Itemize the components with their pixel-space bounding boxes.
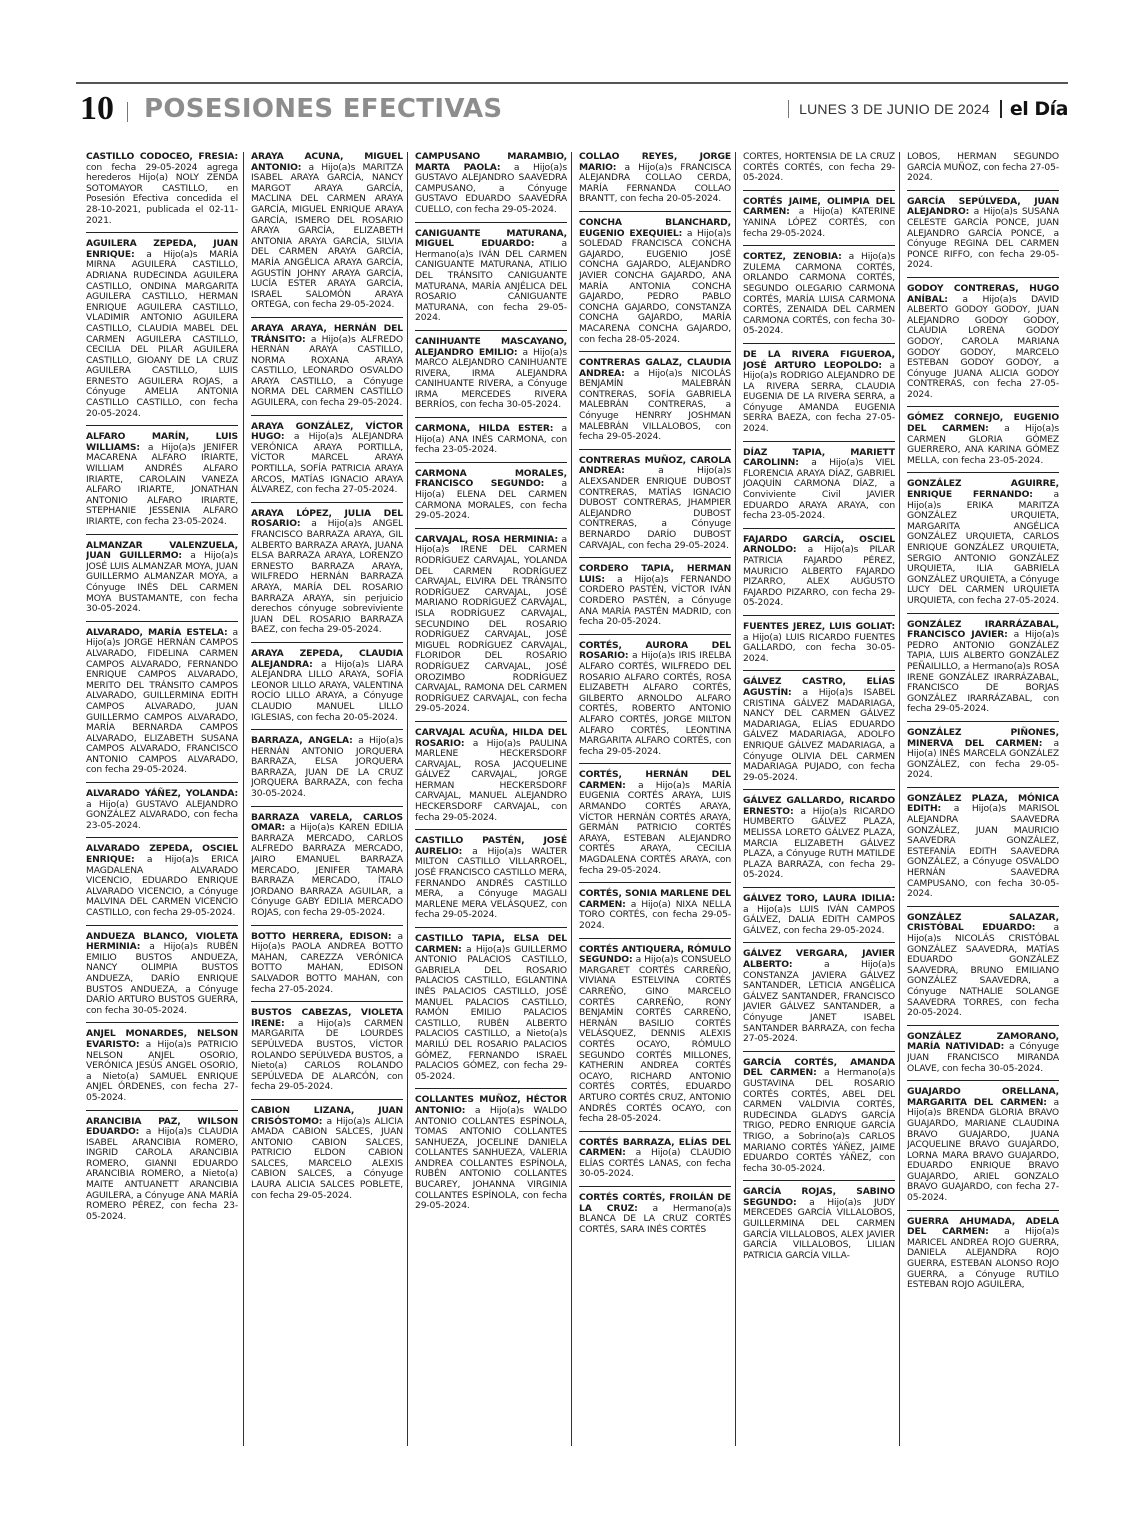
deceased-name: ARAYA GONZÁLEZ, VÍCTOR HUGO: bbox=[251, 420, 403, 443]
notice-body: a Hijo(a)s ZULEMA CARMONA CORTÉS, ORLANDO CARMONA CORTÉS, SEGUNDO OLEGARIO CARMONA CORTÉS, MARÍA LUISA CARMONA CORTÉS, ZENAIDA DEL CARMEN CARMONA CORTÉS, con fecha 30-05-2024. bbox=[743, 251, 895, 337]
header-right bbox=[788, 90, 1068, 128]
notice-entry bbox=[907, 413, 1059, 473]
deceased-name: FAJARDO GARCÍA, OSCIEL ARNOLDO: bbox=[743, 533, 895, 556]
deceased-name: ALVARADO YÁÑEZ, YOLANDA: bbox=[86, 788, 238, 800]
notice-entry bbox=[86, 432, 238, 534]
deceased-name: ALMANZAR VALENZUELA, JUAN GUILLERMO: bbox=[86, 539, 238, 562]
notice-entry bbox=[579, 889, 731, 938]
header-divider bbox=[1000, 100, 1002, 118]
notice-body: a Hijo(a)s JORGE HERNÁN CAMPOS ALVARADO, FIDELINA CARMEN CAMPOS ALVARADO, FERNANDO ENRIQUE CAMPOS ALVARADO, MERITO DEL TRÁNSITO CAMPOS ALVARADO, GUILLERMINA EDITH CAMPOS ALVARADO, JUAN GUILLERMO CAMPOS ALVARADO, MARÍA BERNARDA CAMPOS ALVARADO, ELIZABETH SUSANA CAMPOS ALVARADO, FRANCISCO ANTONIO CAMPOS ALVARADO, con fecha 29-05-2024. bbox=[86, 626, 238, 776]
notice-body: a Hijo(a)s PILAR PATRICIA FAJARDO PÉREZ, MAURICIO ALBERTO FAJARDO PIZARRO, ALEX AUGUSTO FAJARDO PIZARRO, con fecha 29-05-2024. bbox=[743, 544, 895, 609]
notice-body: a Hijo(a)s IRENE DEL CARMEN RODRÍGUEZ CARVAJAL, YOLANDA DEL CARMEN RODRÍGUEZ CARVAJAL, ELVIRA DEL TRÁNSITO RODRÍGUEZ CARVAJAL, JOSÉ MARIANO RODRÍGUEZ CARVAJAL, ISLA RODRÍGUEZ CARVAJAL, SECUNDINO DEL ROSARIO RODRÍGUEZ CARVAJAL, JOSÉ MIGUEL RODRÍGUEZ CARVAJAL, FLORIDOR DEL ROSARIO RODRÍGUEZ CARVAJAL, JOSÉ OROZIMBO RODRÍGUEZ CARVAJAL, RAMONA DEL CARMEN RODRÍGUEZ CARVAJAL, con fecha 29-05-2024. bbox=[415, 533, 567, 715]
deceased-name: CONTRERAS MUÑOZ, CAROLA ANDREA: bbox=[579, 454, 731, 477]
notice-entry bbox=[86, 239, 238, 426]
notice-body: a Hijo(a)s SUSANA CELESTE GARCÍA PONCE, JUAN ALEJANDRO GARCÍA PONCE, a Cónyuge REGINA DEL CARMEN PONCE RIFFO, con fecha 29-05-2024. bbox=[907, 206, 1059, 271]
notice-entry bbox=[251, 736, 403, 807]
deceased-name: ARAYA ACUÑA, MIGUEL ANTONIO: bbox=[251, 152, 403, 173]
notice-body: a Hijo(a)s DAVID ALBERTO GODOY GODOY, JUAN ALEJANDRO GODOY GODOY, CLAUDIA LORENA GODOY GODOY, CAROLA MARIANA GODOY GODOY, MARCELO ESTEBAN GODOY GODOY, a Cónyuge JUANA ALICIA GODOY CONTRERAS, con fecha 27-05-2024. bbox=[907, 293, 1059, 400]
notice-entry bbox=[743, 350, 895, 442]
notice-entry bbox=[743, 152, 895, 191]
notice-body: a Hijo(a)s ALICIA AMADA CABION SALCES, JUAN ANTONIO CABION SALCES, PATRICIO ELDON CABION SALCES, MARCELO ALEXIS CABION SALCES, a Cónyuge LAURA ALICIA SALCES POBLETE, con fecha 29-05-2024. bbox=[251, 1115, 403, 1201]
page-header bbox=[76, 82, 1068, 130]
header-divider bbox=[788, 100, 789, 118]
notice-body: a Hijo(a)s RICARDO HUMBERTO GÁLVEZ PLAZA, MELISSA LORETO GÁLVEZ PLAZA, MARCIA ELIZABETH GÁLVEZ PLAZA, a Cónyuge RUTH MATILDE PLAZA BARRAZA, con fecha 29-05-2024. bbox=[743, 805, 895, 881]
notice-entry bbox=[579, 641, 731, 765]
notice-entry bbox=[415, 229, 567, 331]
notice-entry bbox=[579, 564, 731, 635]
notice-entry bbox=[251, 813, 403, 926]
notice-entry bbox=[907, 794, 1059, 907]
notice-entry bbox=[579, 1193, 731, 1241]
notice-body: a Hijo(a) INÉS MARCELA GONZÁLEZ GONZÁLEZ, con fecha 29-05-2024. bbox=[907, 737, 1059, 781]
deceased-name: ARANCIBIA PAZ, WILSON EDUARDO: bbox=[86, 1115, 238, 1138]
notice-body: a Hijo(a)s MARITZA ISABEL ARAYA GARCÍA, NANCY MARGOT ARAYA GARCÍA, MACLINA DEL CARMEN ARAYA GARCÍA, MIGUEL ENRIQUE ARAYA GARCÍA, ISMERO DEL ROSARIO ARAYA GARCÍA, ELIZABETH ANTONIA ARAYA GARCÍA, SILVIA DEL CARMEN ARAYA GARCÍA, MARÍA ANGÉLICA ARAYA GARCÍA, AGUSTÍN JOHNY ARAYA GARCÍA, LUCÍA ESTER ARAYA GARCÍA, ISRAEL SALOMÓN ARAYA ORTEGA, con fecha 29-05-2024. bbox=[251, 161, 403, 311]
column-rule bbox=[407, 152, 408, 1446]
header-divider bbox=[127, 102, 128, 122]
deceased-name: GONZÁLEZ AGUIRRE, ENRIQUE FERNANDO: bbox=[907, 478, 1059, 501]
notice-body: a Hijo(a)s CLAUDIA ISABEL ARANCIBIA ROMERO, INGRID CAROLA ARANCIBIA ROMERO, GIANNI EDUARDO ARANCIBIA ROMERO, a Nieto(a) MAITE ANTUANETT ARANCIBIA AGUILERA, a Cónyuge ANA MARÍA ROMERO PÉREZ, con fecha 23-05-2024. bbox=[86, 1126, 238, 1222]
notice-entry bbox=[907, 728, 1059, 788]
notice-entry bbox=[251, 509, 403, 643]
deceased-name: COLLAO REYES, JORGE MARIO: bbox=[579, 152, 731, 173]
notice-entry bbox=[743, 535, 895, 616]
notice-body: a Hijo(a)s RUBÉN EMILIO BUSTOS ANDUEZA, NANCY OLIMPIA BUSTOS ANDUEZA, DARÍO ENRIQUE BUSTOS ANDUEZA, a Cónyuge DARÍO ARTURO BUSTOS GUERRA, con fecha 30-05-2024. bbox=[86, 941, 238, 1016]
column-rule bbox=[243, 152, 244, 1446]
deceased-name: CARMONA, HILDA ESTER: bbox=[415, 423, 554, 435]
deceased-name: GÓMEZ CORNEJO, EUGENIO DEL CARMEN: bbox=[907, 412, 1059, 435]
deceased-name: AGUILERA ZEPEDA, JUAN ENRIQUE: bbox=[86, 238, 238, 260]
notice-entry bbox=[743, 894, 895, 943]
notice-entry bbox=[86, 628, 238, 783]
notice-body: a Hijo(a)s FRANCISCA ALEJANDRA COLLAO CERDA, MARÍA FERNANDA COLLAO BRANTT, con fecha 20-05-2024. bbox=[579, 161, 731, 205]
deceased-name: GARCÍA SEPÚLVEDA, JUAN ALEJANDRO: bbox=[907, 195, 1059, 218]
newspaper-logo: el Día bbox=[1009, 98, 1068, 120]
deceased-name: ARAYA ARAYA, HERNÁN DEL TRÁNSITO: bbox=[251, 322, 403, 345]
deceased-name: GÁLVEZ GALLARDO, RICARDO ERNESTO: bbox=[743, 795, 895, 817]
notice-column bbox=[907, 152, 1059, 1448]
deceased-name: CORTÉS ANTIQUERA, RÓMULO SEGUNDO: bbox=[579, 943, 731, 966]
notice-body: a Hijo(a) LUIS RICARDO FUENTES GALLARDO, con fecha 30-05-2024. bbox=[743, 631, 895, 664]
deceased-name: ARAYA ZEPEDA, CLAUDIA ALEJANDRA: bbox=[251, 647, 403, 670]
notice-entry bbox=[579, 945, 731, 1132]
deceased-name: GONZÁLEZ PLAZA, MÓNICA EDITH: bbox=[907, 792, 1059, 815]
deceased-name: CARVAJAL ACUÑA, HILDA DEL ROSARIO: bbox=[415, 726, 567, 749]
notice-body: a Hijo(a)s SOLEDAD FRANCISCA CONCHA GAJARDO, EUGENIO JOSÉ CONCHA GAJARDO, ALEJANDRO JAVIER CONCHA GAJARDO, ANA MARÍA ANTONIA CONCHA GAJARDO, PEDRO PABLO CONCHA GAJARDO, CONSTANZA CONCHA GAJARDO, MARÍA MACARENA CONCHA GAJARDO, con fecha 28-05-2024. bbox=[579, 227, 731, 345]
notice-entry bbox=[251, 932, 403, 1003]
notice-entry bbox=[743, 1187, 895, 1267]
notice-entry bbox=[579, 152, 731, 212]
notice-body: a Hijo(a)s MARISOL ALEJANDRA SAAVEDRA GONZÁLEZ, JUAN MAURICIO SAAVEDRA GONZÁLEZ, ESTEFANÍA EDITH SAAVEDRA GONZÁLEZ, a Cónyuge OSVALDO HERNÁN SAAVEDRA CAMPUSANO, con fecha 30-05-2024. bbox=[907, 803, 1059, 900]
notice-body: a Hijo(a)s LIARA ALEJANDRA LILLO ARAYA, SOFÍA LEONOR LILLO ARAYA, VALENTINA ROCÍO LILLO ARAYA, a Cónyuge CLAUDIO MANUEL LILLO IGLESIAS, con fecha 20-05-2024. bbox=[251, 658, 403, 723]
deceased-name: BARRAZA VARELA, CARLOS OMAR: bbox=[251, 811, 403, 834]
notice-entry bbox=[743, 796, 895, 888]
notice-column bbox=[251, 152, 403, 1448]
notice-column bbox=[579, 152, 731, 1448]
notice-column bbox=[743, 152, 895, 1448]
deceased-name: ALVARADO, MARÍA ESTELA: bbox=[86, 626, 228, 638]
notice-entry bbox=[86, 152, 238, 233]
notice-body: a Hijo(a)s ANGEL FRANCISCO BARRAZA ARAYA, GIL ALBERTO BARRAZA ARAYA, JUANA ELSA BARRAZA ARAYA, LORENZO ERNESTO BARRAZA ARAYA, WILFREDO HERNÁN BARRAZA ARAYA, MARÍA DEL ROSARIO BARRAZA ARAYA, sin perjuicio derechos cónyuge sobreviviente JUAN DEL ROSARIO BARRAZA BAEZ, con fecha 29-05-2024. bbox=[251, 518, 403, 636]
notice-entry bbox=[251, 1106, 403, 1207]
deceased-name: CAMPUSANO MARAMBIO, MARTA PAOLA: bbox=[415, 152, 567, 173]
deceased-name: GÁLVEZ VERGARA, JAVIER ALBERTO: bbox=[743, 948, 895, 970]
notice-entry bbox=[415, 535, 567, 722]
notice-entry bbox=[579, 456, 731, 558]
notice-body: a Hijo(a)s PAULINA MARLENE HECKERSDORF CARVAJAL, ROSA JACQUELINE GÁLVEZ CARVAJAL, JORGE HERMAN HECKERSDORF CARVAJAL, MANUEL ALEJANDRO HECKERSDORF CARVAJAL, con fecha 29-05-2024. bbox=[415, 737, 567, 823]
notice-body: CORTÉS, HORTENSIA DE LA CRUZ CORTÉS CORTÉS, con fecha 29-05-2024. bbox=[743, 152, 895, 184]
notice-entry bbox=[415, 469, 567, 529]
notice-body: a Hijo(a)s ERIKA MARITZA GONZÁLEZ URQUIETA, MARGARITA ANGÉLICA GONZÁLEZ URQUIETA, CARLOS ENRIQUE GONZÁLEZ URQUIETA, SERGIO ANTONIO GONZÁLEZ URQUIETA, ILIA GABRIELA GONZÁLEZ URQUIETA, a Cónyuge LUCY DEL CARMEN URQUIETA URQUIETA, con fecha 27-05-2024. bbox=[907, 489, 1059, 606]
deceased-name: CONCHA BLANCHARD, EUGENIO EXEQUIEL: bbox=[579, 216, 731, 239]
notice-body: a Hijo(a)s BRENDA GLORIA BRAVO GUAJARDO, MARIANE CLAUDINA BRAVO GUAJARDO, JUANA JACQUELINE BRAVO GUAJARDO, LORNA MARA BRAVO GUAJARDO, EDUARDO ENRIQUE BRAVO GUAJARDO, ARIEL GONZALO BRAVO GUAJARDO, con fecha 27-05-2024. bbox=[907, 1096, 1059, 1204]
notice-entry bbox=[907, 1217, 1059, 1297]
notice-body: a Hijo(a) ANA INÉS CARMONA, con fecha 23-05-2024. bbox=[415, 423, 567, 456]
notice-entry bbox=[86, 932, 238, 1024]
notice-body: a Hijo(a)s ALEJANDRA VERÓNICA ARAYA PORTILLA, VÍCTOR MARCEL ARAYA PORTILLA, SOFÍA PATRICIA ARAYA ARCOS, MATÍAS IGNACIO ARAYA ÁLVAREZ, con fecha 27-05-2024. bbox=[251, 431, 403, 496]
notice-body: a Hijo(a)s CARMEN GLORIA GÓMEZ GUERRERO, ANA KARINA GÓMEZ MELLA, con fecha 23-05-2024. bbox=[907, 423, 1059, 466]
column-rule bbox=[735, 152, 736, 1446]
notice-entry bbox=[251, 1008, 403, 1100]
notice-body: a Hijo(a)s GUSTAVO ALEJANDRO SAAVEDRA CAMPUSANO, a Cónyuge GUSTAVO EDUARDO SAAVEDRA CUELLO, con fecha 29-05-2024. bbox=[415, 161, 567, 215]
notice-body: a Cónyuge JUAN FRANCISCO MIRANDA OLAVE, con fecha 30-05-2024. bbox=[907, 1041, 1059, 1074]
notice-entry bbox=[907, 620, 1059, 722]
notice-body: a Hijo(a) NIXA NELLA TORO CORTÉS, con fecha 29-05-2024. bbox=[579, 898, 731, 931]
notice-body: a Hijo(a)s WALTER MILTON CASTILLO VILLARROEL, JOSÉ FRANCISCO CASTILLO MERA, FERNANDO ANDRÉS CASTILLO MERA, a Cónyuge MAGALI MARLENE MERA VELÁSQUEZ, con fecha 29-05-2024. bbox=[415, 845, 567, 921]
deceased-name: GARCÍA CORTÉS, AMANDA DEL CARMEN: bbox=[743, 1056, 895, 1079]
notice-entry bbox=[743, 1058, 895, 1182]
notice-body: a Hijo(a)s WALDO ANTONIO COLLANTES ESPÍNOLA, TOMAS ANTONIO COLLANTES SANHUEZA, JOCELINE DANIELA COLLANTES SANHUEZA, VALERIA ANDREA COLLANTES ESPÍNOLA, RUBÉN ANTONIO COLLANTES BUCAREY, JOHANNA VIRGINIA COLLANTES ESPÍNOLA, con fecha 29-05-2024. bbox=[415, 1104, 567, 1212]
notice-entry bbox=[86, 1117, 238, 1229]
deceased-name: GARCÍA ROJAS, SABINO SEGUNDO: bbox=[743, 1186, 895, 1208]
deceased-name: GONZÁLEZ IRARRÁZABAL, FRANCISCO JAVIER: bbox=[907, 618, 1059, 641]
notice-body: a Hijo(a)s FERNANDO CORDERO PASTÉN, VÍCTOR IVÁN CORDERO PASTÉN, a Cónyuge ANA MARÍA PASTÉN MADRID, con fecha 20-05-2024. bbox=[579, 573, 731, 628]
notice-entry bbox=[907, 152, 1059, 191]
notice-column bbox=[415, 152, 567, 1448]
notice-entry bbox=[415, 934, 567, 1089]
deceased-name: CORDERO TAPIA, HERMAN LUIS: bbox=[579, 563, 731, 585]
section-title: POSESIONES EFECTIVAS bbox=[144, 94, 503, 124]
notice-entry bbox=[251, 649, 403, 730]
notice-body: a Hijo(a)s RODRIGO ALEJANDRO DE LA RIVERA SERRA, CLAUDIA EUGENIA DE LA RIVERA SERRA, a Cónyuge AMANDA EUGENIA SERRA BAEZA, con fecha 27-05-2024. bbox=[743, 359, 895, 435]
deceased-name: CARVAJAL, ROSA HERMINIA: bbox=[415, 533, 558, 545]
notice-entry bbox=[251, 324, 403, 416]
column-rule bbox=[571, 152, 572, 1446]
deceased-name: ALFARO MARÍN, LUIS WILLIAMS: bbox=[86, 431, 238, 453]
deceased-name: GODOY CONTRERAS, HUGO ANÍBAL: bbox=[907, 282, 1059, 305]
notice-body: a Hijo(a)s CARMEN MARGARITA DE LOURDES SEPÚLVEDA BUSTOS, VÍCTOR ROLANDO SEPÚLVEDA BUSTOS, a Nieto(a) CARLOS ROLANDO SEPÚLVEDA DE ALARCÓN, con fecha 29-05-2024. bbox=[251, 1017, 403, 1093]
notice-entry bbox=[251, 422, 403, 503]
notice-entry bbox=[579, 358, 731, 450]
deceased-name: GUERRA AHUMADA, ADELA DEL CARMEN: bbox=[907, 1215, 1059, 1238]
notice-entry bbox=[415, 728, 567, 830]
deceased-name: CONTRERAS GALAZ, CLAUDIA ANDREA: bbox=[579, 357, 731, 379]
deceased-name: DÍAZ TAPIA, MARIETT CAROLINN: bbox=[743, 446, 895, 469]
notice-body: a Hijo(a)s IRIS IRELBA ALFARO CORTÉS, WILFREDO DEL ROSARIO ALFARO CORTÉS, ROSA ELIZABETH ALFARO CORTÉS, GILBERTO ARNOLDO ALFARO CORTÉS, ROBERTO ANTONIO ALFARO CORTÉS, JORGE MILTON ALFARO CORTÉS, LEONTINA MARGARITA ALFARO CORTÉS, con fecha 29-05-2024. bbox=[579, 650, 731, 757]
notice-body: a Hijo(a) CLAUDIO ELÍAS CORTÉS LANAS, con fecha 30-05-2024. bbox=[579, 1147, 731, 1180]
deceased-name: CORTÉS JAIME, OLIMPIA DEL CARMEN: bbox=[743, 195, 895, 218]
notice-body: a Hijo(a)s PAOLA ANDREA BOTTO MAHAN, CAREZZA VERÓNICA BOTTO MAHAN, EDISON SALVADOR BOTTO MAHAN, con fecha 27-05-2024. bbox=[251, 930, 403, 995]
notice-body: a Hijo(a)s KAREN EDILIA BARRAZA MERCADO, CARLOS ALFREDO BARRAZA MERCADO, JAIRO EMANUEL BARRAZA MERCADO, JENIFER TAMARA BARRAZA MERCADO, ÍTALO JORDANO BARRAZA AGUILAR, a Cónyuge GABY EDILIA MERCADO ROJAS, con fecha 29-05-2024. bbox=[251, 822, 403, 918]
deceased-name: CASTILLO CODOCEO, FRESIA: bbox=[86, 152, 238, 162]
notice-entry bbox=[907, 1087, 1059, 1211]
notice-body: a Hijo(a)s MARICEL ANDREA ROJO GUERRA, DANIELA ALEJANDRA ROJO GUERRA, ESTEBAN ALONSO ROJO GUERRA, a Cónyuge RUTILO ESTEBAN ROJO AGUILERA, bbox=[907, 1226, 1059, 1291]
notice-body: a Hijo(a)s CONSTANZA JAVIERA GÁLVEZ SANTANDER, LETICIA ANGÉLICA GÁLVEZ SANTANDER, FRANCISCO JAVIER GÁLVEZ SANTANDER, a Cónyuge JANET ISABEL SANTANDER BARRAZA, con fecha 27-05-2024. bbox=[743, 959, 895, 1045]
notice-entry bbox=[743, 949, 895, 1051]
page-number: 10 bbox=[80, 90, 114, 127]
issue-date: LUNES 3 DE JUNIO DE 2024 bbox=[799, 101, 990, 117]
notice-entry bbox=[907, 479, 1059, 613]
deceased-name: CANIHUANTE MASCAYANO, ALEJANDRO EMILIO: bbox=[415, 335, 567, 358]
notice-entry bbox=[86, 844, 238, 925]
notice-entry bbox=[415, 152, 567, 223]
deceased-name: ALVARADO ZEPEDA, OSCIEL ENRIQUE: bbox=[86, 843, 238, 866]
deceased-name: GÁLVEZ TORO, LAURA IDILIA: bbox=[743, 893, 895, 905]
deceased-name: CORTÉS CORTÉS, FROILÁN DE LA CRUZ: bbox=[579, 1192, 731, 1214]
notice-body: a Hijo(a) KATERINE YANINA LÓPEZ CORTÉS, con fecha 29-05-2024. bbox=[743, 206, 895, 239]
notice-body: a Hijo(a)s GUILLERMO ANTONIO PALACIOS CASTILLO, GABRIELA DEL ROSARIO PALACIOS CASTILLO, EGLANTINA INÉS PALACIOS CASTILLO, JOSÉ MANUEL PALACIOS CASTILLO, RAMÓN EMILIO PALACIOS CASTILLO, RUBÉN ALBERTO PALACIOS CASTILLO, a Nieto(a)s MARILÚ DEL ROSARIO PALACIOS GÓMEZ, FERNANDO ISRAEL PALACIOS GÓMEZ, con fecha 29-05-2024. bbox=[415, 943, 567, 1082]
notice-body: a Hijo(a) ELENA DEL CARMEN CARMONA MORALES, con fecha 29-05-2024. bbox=[415, 478, 567, 522]
notice-entry bbox=[743, 448, 895, 529]
notice-body: a Hijo(a)s PATRICIO NELSON ANJEL OSORIO, VERÓNICA JESÚS ANGEL OSORIO, a Nieto(a) SAMUEL ENRIQUE ANJEL ÓRDENES, con fecha 27-05-2024. bbox=[86, 1038, 238, 1103]
notice-entry bbox=[415, 1095, 567, 1218]
deceased-name: CORTÉS, AURORA DEL ROSARIO: bbox=[579, 639, 731, 662]
notice-entry bbox=[86, 541, 238, 622]
notice-body: a Hijo(a)s ISABEL CRISTINA GÁLVEZ MADARIAGA, NANCY DEL CARMEN GÁLVEZ MADARIAGA, ELÍAS EDUARDO GÁLVEZ MADARIAGA, ADOLFO ENRIQUE GÁLVEZ MADARIAGA, a Cónyuge OLIVIA DEL CARMEN MADARIAGA PUJADO, con fecha 29-05-2024. bbox=[743, 686, 895, 783]
notice-entry bbox=[251, 152, 403, 318]
deceased-name: ARAYA LÓPEZ, JULIA DEL ROSARIO: bbox=[251, 507, 403, 530]
notice-body: a Hijo(a)s MARCO ALEJANDRO CANIHUANTE RIVERA, IRMA ALEJANDRA CANIHUANTE RIVERA, a Cónyuge IRMA MERCEDES RIVERA BERRÍOS, con fecha 30-05-2024. bbox=[415, 346, 567, 411]
deceased-name: GONZÁLEZ PIÑONES, MINERVA DEL CARMEN: bbox=[907, 726, 1059, 749]
notice-entry bbox=[579, 218, 731, 352]
notice-entry bbox=[743, 252, 895, 344]
notice-body: a Hijo(a)s PEDRO ANTONIO GONZÁLEZ TAPIA, LUIS ALBERTO GONZÁLEZ PEÑAILILLO, a Hermano(a)s ROSA IRENE GONZÁLEZ IRARRÁZABAL, FRANCISCO DE BORJAS GONZÁLEZ IRARRÁZABAL, con fecha 29-05-2024. bbox=[907, 629, 1059, 715]
deceased-name: BOTTO HERRERA, EDISON: bbox=[251, 930, 392, 942]
notice-column bbox=[86, 152, 238, 1448]
notice-entry bbox=[743, 677, 895, 790]
notice-entry bbox=[86, 1029, 238, 1110]
notice-body: a Hijo(a)s NICOLÁS CRISTÓBAL GONZÁLEZ SAAVEDRA, MATÍAS EDUARDO GONZÁLEZ SAAVEDRA, BRUNO EMILIANO GONZÁLEZ SAAVEDRA, a Cónyuge NATHALIE SOLANGE SAAVEDRA TORRES, con fecha 20-05-2024. bbox=[907, 922, 1059, 1019]
notice-body: LOBOS, HERMAN SEGUNDO GARCÍA MUÑOZ, con fecha 27-05-2024. bbox=[907, 152, 1059, 184]
notice-entry bbox=[415, 836, 567, 928]
notice-entry bbox=[743, 197, 895, 246]
deceased-name: CORTÉS, HERNÁN DEL CARMEN: bbox=[579, 769, 731, 791]
deceased-name: BUSTOS CABEZAS, VIOLETA IRENE: bbox=[251, 1007, 403, 1029]
notice-body: a Hijo(a)s ALEXSANDER ENRIQUE DUBOST CONTRERAS, MATÍAS IGNACIO DUBOST CONTRERAS, JHAMPIER ALEJANDRO DUBOST CONTRERAS, a Cónyuge BERNARDO DARÍO DUBOST CARVAJAL, con fecha 29-05-2024. bbox=[579, 465, 731, 551]
deceased-name: CANIGUANTE MATURANA, MIGUEL EDUARDO: bbox=[415, 227, 567, 250]
deceased-name: CABION LIZANA, JUAN CRISÓSTOMO: bbox=[251, 1104, 403, 1127]
notice-entry bbox=[907, 284, 1059, 408]
notice-body: a Hijo(a)s ALFREDO HERNÁN ARAYA CASTILLO, NORMA ROXANA ARAYA CASTILLO, LEONARDO OSVALDO ARAYA CASTILLO, a Cónyuge NORMA DEL CARMEN CASTILLO AGUILERA, con fecha 29-05-2024. bbox=[251, 333, 403, 409]
notice-entry bbox=[907, 913, 1059, 1026]
notice-body: a Hermano(a)s IVÁN DEL CARMEN CANIGUANTE MATURANA, ATILIO DEL TRÁNSITO CANIGUANTE MATURANA, MARÍA ANJÉLICA DEL ROSARIO CANIGUANTE MATURANA, con fecha 29-05-2024. bbox=[415, 238, 567, 324]
deceased-name: COLLANTES MUÑOZ, HÉCTOR ANTONIO: bbox=[415, 1094, 567, 1116]
notice-body: a Hijo(a)s JUDY MERCEDES GARCÍA VILLALOBOS, GUILLERMINA DEL CARMEN GARCÍA VILLALOBOS, ALEX JAVIER GARCÍA VILLALOBOS, LILIAN PATRICIA GARCÍA VILLA- bbox=[743, 1196, 895, 1261]
deceased-name: ANDUEZA BLANCO, VIOLETA HERMINIA: bbox=[86, 930, 238, 953]
notice-body: a Hijo(a) GUSTAVO ALEJANDRO GONZÁLEZ ALVARADO, con fecha 23-05-2024. bbox=[86, 798, 238, 831]
deceased-name: GUAJARDO ORELLANA, MARGARITA DEL CARMEN: bbox=[907, 1086, 1059, 1108]
notice-entry bbox=[86, 789, 238, 838]
deceased-name: CORTEZ, ZENOBIA: bbox=[743, 251, 842, 263]
notice-body: a Hijo(a)s HERNÁN ANTONIO JORQUERA BARRAZA, ELSA JORQUERA BARRAZA, JUAN DE LA CRUZ JORQUERA BARRAZA, con fecha 30-05-2024. bbox=[251, 735, 403, 800]
deceased-name: DE LA RIVERA FIGUEROA, JOSÉ ARTURO LEOPOLDO: bbox=[743, 348, 895, 371]
notice-body: a Hijo(a)s VIEL FLORENCIA ARAYA DÍAZ, GABRIEL JOAQUÍN CARMONA DÍAZ, a Conviviente Civil JAVIER EDUARDO ARAYA ARAYA, con fecha 23-05-2024. bbox=[743, 457, 895, 522]
deceased-name: GONZÁLEZ SALAZAR, CRISTÓBAL EDUARDO: bbox=[907, 911, 1059, 934]
notice-body: a Hijo(a)s JENIFER MACARENA ALFARO IRIARTE, WILLIAM ANDRÉS ALFARO IRIARTE, CAROLAIN VANEZA ALFARO IRIARTE, JONATHAN ANTONIO ALFARO IRIARTE, STEPHANIE JESSENIA ALFARO IRIARTE, con fecha 23-05-2024. bbox=[86, 441, 238, 527]
deceased-name: CORTÉS BARRAZA, ELÍAS DEL CARMEN: bbox=[579, 1136, 731, 1159]
notice-body: a Hermano(a)s GUSTAVINA DEL ROSARIO CORTÉS CORTÉS, ABEL DEL CARMEN VALDIVIA CORTÉS, RUDECINDA GLADYS GARCÍA TRIGO, PEDRO ENRIQUE GARCÍA TRIGO, a Sobrino(a)s CARLOS MARIANO CORTÉS YÁÑEZ, JAIME EDUARDO CORTÉS YÁÑEZ, con fecha 30-05-2024. bbox=[743, 1067, 895, 1174]
notice-entry bbox=[743, 622, 895, 671]
notice-body: a Hijo(a)s CONSUELO MARGARET CORTÉS CARREÑO, VIVIANA ESTELVINA CORTÉS CARREÑO, GINO MARCELO CORTÉS CARREÑO, RONY BENJAMÍN CORTÉS CARREÑO, HERNÁN BASILIO CORTÉS VELÁSQUEZ, DENNIS ALEXIS CORTÉS OCAYO, RÓMULO SEGUNDO CORTÉS MILLONES, KATHERIN ANDREA CORTÉS OCAYO, RICHARD ANTONIO CORTÉS CORTÉS, EDUARDO ARTURO CORTÉS CRUZ, ANTONIO ANDRÉS CORTÉS OCAYO, con fecha 28-05-2024. bbox=[579, 954, 731, 1125]
notice-body: a Hijo(a)s NICOLÁS BENJAMÍN MALEBRÁN CONTRERAS, SOFÍA GABRIELA MALEBRÁN CONTRERAS, a Cónyuge HENRRY JOSHMAN MALEBRÁN VILLALOBOS, con fecha 29-05-2024. bbox=[579, 367, 731, 443]
notice-entry bbox=[579, 770, 731, 883]
notice-entry bbox=[579, 1138, 731, 1187]
deceased-name: FUENTES JEREZ, LUIS GOLIAT: bbox=[743, 620, 895, 632]
deceased-name: GÁLVEZ CASTRO, ELÍAS AGUSTÍN: bbox=[743, 676, 895, 698]
deceased-name: CASTILLO PASTÉN, JOSÉ AURELIO: bbox=[415, 835, 567, 857]
deceased-name: CARMONA MORALES, FRANCISCO SEGUNDO: bbox=[415, 467, 567, 490]
deceased-name: GONZÁLEZ ZAMORANO, MARÍA NATIVIDAD: bbox=[907, 1030, 1059, 1053]
notice-entry bbox=[907, 1032, 1059, 1081]
column-rule bbox=[899, 152, 900, 1446]
notice-body: a Hermano(a)s BLANCA DE LA CRUZ CORTÉS CORTÉS, SARA INÉS CORTÉS bbox=[579, 1202, 731, 1235]
notice-body: a Hijo(a)s LUIS IVÁN CAMPOS GÁLVEZ, DALIA EDITH CAMPOS GÁLVEZ, con fecha 29-05-2024. bbox=[743, 903, 895, 936]
deceased-name: CASTILLO TAPIA, ELSA DEL CARMEN: bbox=[415, 933, 567, 955]
notice-entry bbox=[415, 424, 567, 463]
notice-entry bbox=[415, 337, 567, 418]
notice-body: a Hijo(a)s JOSÉ LUIS ALMANZAR MOYA, JUAN GUILLERMO ALMANZAR MOYA, a Cónyuge INÉS DEL CARMEN MOYA BUSTAMANTE, con fecha 30-05-2024. bbox=[86, 550, 238, 615]
notice-body: a Hijo(a)s MARÍA EUGENIA CORTÉS ARAYA, LUIS ARMANDO CORTÉS ARAYA, VÍCTOR HERNÁN CORTÉS ARAYA, GERMÁN PATRICIO CORTÉS ARAYA, ESTEBAN ALEJANDRO CORTÉS ARAYA, CECILIA MAGDALENA CORTÉS ARAYA, con fecha 29-05-2024. bbox=[579, 779, 731, 876]
notice-body: con fecha 29-05-2024 agrega herederos Hijo(a) NOLY ZENDA SOTOMAYOR CASTILLO, en Posesión Efectiva concedida el 28-10-2021, publicada el 02-11-2021. bbox=[86, 161, 238, 226]
deceased-name: BARRAZA, ANGELA: bbox=[251, 735, 353, 747]
notice-body: a Hijo(a)s MARÍA MIRNA AGUILERA CASTILLO, ADRIANA RUDECINDA AGUILERA CASTILLO, ONDINA MARGARITA AGUILERA CASTILLO, HERMAN ENRIQUE AGUILERA CASTILLO, VLADIMIR ANTONIO AGUILERA CASTILLO, CLAUDIA MABEL DEL CARMEN AGUILERA CASTILLO, CECILIA DEL PILAR AGUILERA CASTILLO, GIOANY DE LA CRUZ AGUILERA CASTILLO, LUIS ERNESTO AGUILERA ROJAS, a Cónyuge AMELIA ANTONIA CASTILLO CASTILLO, con fecha 20-05-2024. bbox=[86, 248, 238, 419]
deceased-name: CORTÉS, SONIA MARLENE DEL CARMEN: bbox=[579, 888, 731, 910]
notice-entry bbox=[907, 197, 1059, 278]
deceased-name: ANJEL MONARDES, NELSON EVARISTO: bbox=[86, 1028, 238, 1050]
notice-body: a Hijo(a)s ERICA MAGDALENA ALVARADO VICENCIO, EDUARDO ENRIQUE ALVARADO VICENCIO, a Cónyuge MALVINA DEL CARMEN VICENCIO CASTILLO, con fecha 29-05-2024. bbox=[86, 854, 238, 918]
